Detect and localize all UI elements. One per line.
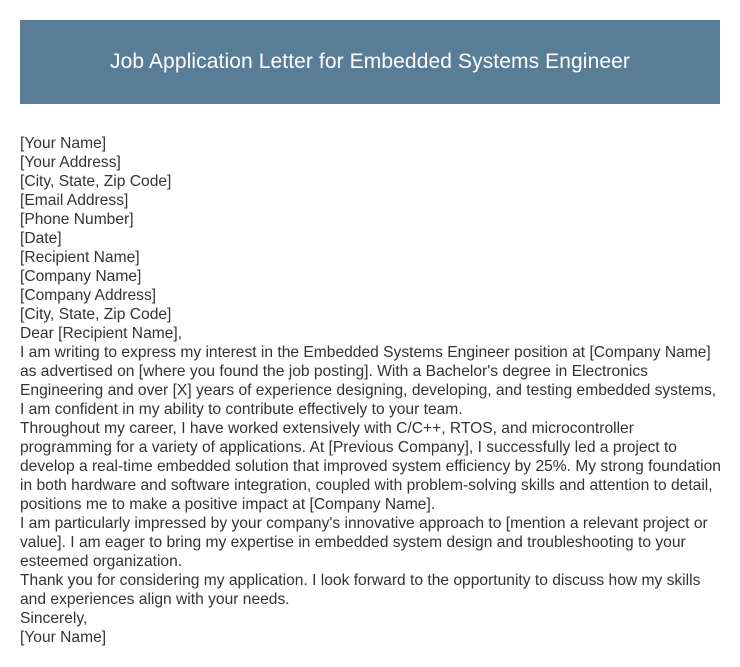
sender-address: [Your Address]	[20, 154, 121, 171]
recipient-city-state-zip: [City, State, Zip Code]	[20, 306, 172, 323]
recipient-company: [Company Name]	[20, 268, 142, 285]
body-paragraph: I am writing to express my interest in the Embedded Systems Engineer position at [Company Name] as advertised on [where you found the job posting]. With a Bachelor's degree in Electronics Engineering and over [X] years of experience designing, developing, and testing embedded systems, I am confident in my ability to contribute effectively to your team.	[20, 344, 717, 418]
recipient-company-address: [Company Address]	[20, 287, 157, 304]
body-paragraph: Thank you for considering my application. I look forward to the opportunity to discuss how my skills and experiences align with your needs.	[20, 572, 701, 608]
page-title: Job Application Letter for Embedded Systems Engineer	[110, 50, 630, 73]
letter-date: [Date]	[20, 230, 62, 247]
sender-phone: [Phone Number]	[20, 211, 134, 228]
signature: [Your Name]	[20, 629, 107, 646]
letter-body	[20, 134, 722, 647]
sender-city-state-zip: [City, State, Zip Code]	[20, 173, 172, 190]
salutation: Dear [Recipient Name],	[20, 325, 183, 342]
sender-name: [Your Name]	[20, 135, 107, 152]
closing: Sincerely,	[20, 610, 88, 627]
sender-email: [Email Address]	[20, 192, 129, 209]
recipient-name: [Recipient Name]	[20, 249, 140, 266]
body-paragraph: Throughout my career, I have worked extensively with C/C++, RTOS, and microcontroller programming for a variety of applications. At [Previous Company], I successfully led a project to develop a real-time embedded solution that improved system efficiency by 25%. My strong foundation in both hardware and software integration, coupled with problem-solving skills and attention to detail, positions me to make a positive impact at [Company Name].	[20, 420, 721, 513]
header-banner	[20, 20, 720, 104]
body-paragraph: I am particularly impressed by your company's innovative approach to [mention a relevant project or value]. I am eager to bring my expertise in embedded system design and troubleshooting to your esteemed organization.	[20, 515, 708, 570]
